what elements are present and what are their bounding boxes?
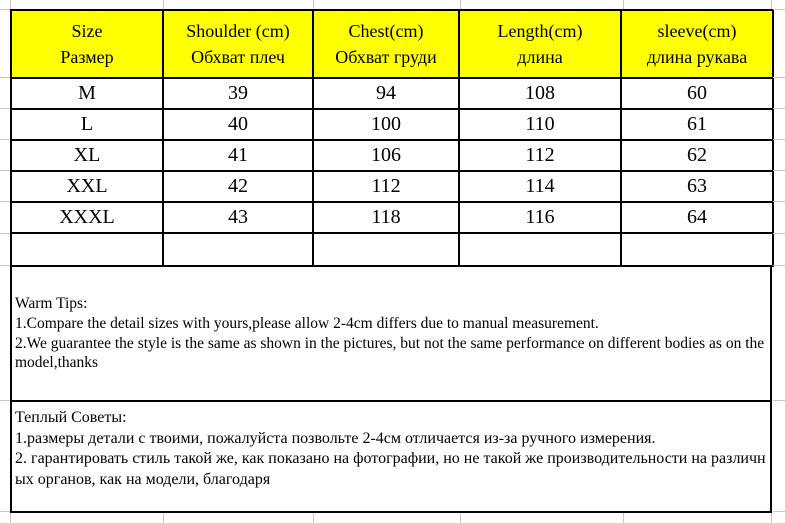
cell-shoulder: 39 [163, 78, 313, 109]
tips-en-title: Warm Tips: [15, 295, 88, 313]
cell-chest: 112 [313, 171, 459, 202]
cell-chest: 94 [313, 78, 459, 109]
header-cell-length [459, 10, 621, 78]
gridline-tick [0, 108, 10, 109]
gridline-tick [773, 9, 785, 10]
header-label-en: Chest(cm) [348, 21, 424, 41]
cell-size: XL [11, 140, 163, 171]
gridline-tick [771, 0, 772, 9]
gridline-tick [773, 170, 785, 171]
table-row-empty [11, 233, 773, 266]
tips-ru-line-3: ых органов, как на модели, благодаря [15, 470, 271, 488]
cell-empty [459, 233, 621, 266]
header-label-en: Size [71, 21, 103, 41]
cell-chest: 106 [313, 140, 459, 171]
gridline-tick [0, 9, 10, 10]
gridline-tick [460, 0, 461, 9]
gridline-tick [0, 511, 10, 512]
tips-ru-line-2: 2. гарантировать стиль такой же, как показано на фотографии, но не такой же производительности на различн [15, 450, 766, 467]
warm-tips-ru-block [10, 402, 772, 513]
table-row [11, 140, 773, 171]
gridline-tick [773, 77, 785, 78]
gridline-tick [0, 400, 10, 401]
gridline-tick [773, 108, 785, 109]
cell-shoulder: 43 [163, 202, 313, 233]
cell-chest: 100 [313, 109, 459, 140]
gridline-tick [0, 170, 10, 171]
cell-empty [163, 233, 313, 266]
table-row [11, 78, 773, 109]
header-cell-size [11, 10, 163, 78]
header-label-ru: Обхват плеч [191, 47, 285, 67]
cell-sleeve: 62 [621, 140, 773, 171]
gridline-tick [773, 201, 785, 202]
header-row [11, 10, 773, 78]
table-row [11, 202, 773, 233]
gridline-tick [0, 201, 10, 202]
tips-en-line-2: 2.We guarantee the style is the same as shown in the pictures, but not the same performance on different bodies as on the [15, 334, 765, 352]
size-chart-content [10, 9, 772, 513]
gridline-tick [773, 265, 785, 266]
gridline-tick [773, 233, 785, 234]
cell-length: 108 [459, 78, 621, 109]
header-label-ru: длина [517, 47, 563, 67]
gridline-tick [623, 0, 624, 9]
gridline-tick [313, 513, 314, 523]
tips-ru-title: Теплый Советы: [15, 409, 127, 426]
gridline-tick [0, 233, 10, 234]
gridline-tick [0, 139, 10, 140]
cell-length: 114 [459, 171, 621, 202]
size-table [10, 9, 774, 267]
tips-en-line-1: 1.Compare the detail sizes with yours,please allow 2-4cm differs due to manual measurement. [15, 314, 599, 332]
header-label-ru: Размер [60, 47, 114, 67]
cell-sleeve: 60 [621, 78, 773, 109]
gridline-tick [460, 513, 461, 523]
gridline-tick [623, 513, 624, 523]
warm-tips-en-block [10, 267, 772, 402]
cell-sleeve: 63 [621, 171, 773, 202]
gridline-tick [773, 400, 785, 401]
gridline-tick [10, 0, 11, 9]
cell-sleeve: 64 [621, 202, 773, 233]
cell-size: M [11, 78, 163, 109]
tips-en-line-3: model,thanks [15, 354, 99, 372]
header-label-en: sleeve(cm) [657, 21, 737, 41]
gridline-tick [773, 511, 785, 512]
cell-empty [11, 233, 163, 266]
gridline-tick [163, 0, 164, 9]
cell-length: 116 [459, 202, 621, 233]
header-label-en: Shoulder (cm) [186, 21, 290, 41]
cell-length: 112 [459, 140, 621, 171]
header-label-ru: Обхват груди [335, 47, 437, 67]
gridline-tick [0, 265, 10, 266]
header-label-ru: длина рукава [646, 47, 748, 67]
gridline-tick [10, 513, 11, 523]
table-row [11, 171, 773, 202]
gridline-tick [163, 513, 164, 523]
cell-shoulder: 42 [163, 171, 313, 202]
table-row [11, 109, 773, 140]
header-cell-chest [313, 10, 459, 78]
header-cell-sleeve [621, 10, 773, 78]
gridline-tick [771, 513, 772, 523]
cell-length: 110 [459, 109, 621, 140]
header-cell-shoulder [163, 10, 313, 78]
tips-ru-line-1: 1.размеры детали с твоими, пожалуйста позвольте 2-4см отличается из-за ручного измерения. [15, 429, 656, 447]
gridline-tick [313, 0, 314, 9]
cell-empty [621, 233, 773, 266]
cell-shoulder: 40 [163, 109, 313, 140]
gridline-tick [0, 77, 10, 78]
cell-sleeve: 61 [621, 109, 773, 140]
cell-empty [313, 233, 459, 266]
header-label-en: Length(cm) [497, 21, 583, 41]
cell-shoulder: 41 [163, 140, 313, 171]
cell-size: L [11, 109, 163, 140]
cell-size: XXL [11, 171, 163, 202]
cell-size: XXXL [11, 202, 163, 233]
gridline-tick [773, 139, 785, 140]
cell-chest: 118 [313, 202, 459, 233]
